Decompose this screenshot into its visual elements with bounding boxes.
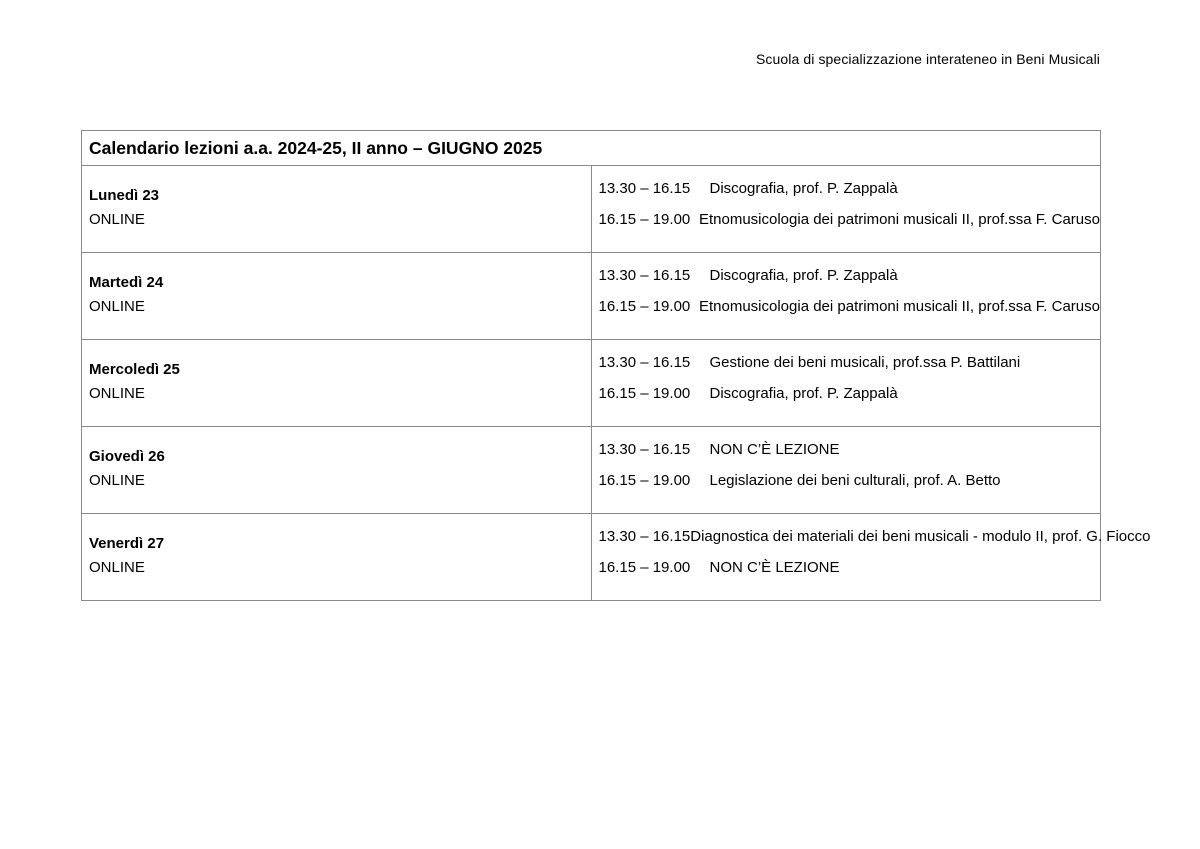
day-row: [82, 340, 1101, 427]
lesson-time: 16.15 – 19.00: [598, 211, 691, 228]
lesson-time: 16.15 – 19.00: [598, 385, 691, 402]
lesson-entry: [599, 180, 1101, 198]
lesson-entry: [599, 267, 1101, 285]
lesson-entry: [599, 385, 1101, 403]
day-name: Martedì 24: [89, 274, 164, 291]
lessons-cell: [591, 340, 1101, 427]
day-mode: ONLINE: [89, 211, 145, 228]
day-cell: [82, 253, 592, 340]
lesson-subject: Etnomusicologia dei patrimoni musicali II, prof.ssa F. Caruso: [698, 298, 1100, 315]
lesson-time: 13.30 – 16.15: [598, 180, 691, 197]
lesson-time: 16.15 – 19.00: [598, 559, 691, 576]
day-name: Lunedì 23: [89, 187, 160, 204]
lesson-entry: [599, 354, 1101, 372]
lesson-subject: Etnomusicologia dei patrimoni musicali II, prof.ssa F. Caruso: [698, 211, 1100, 228]
day-row: [82, 514, 1101, 601]
lessons-cell: [591, 514, 1151, 601]
day-row: [82, 427, 1101, 514]
lesson-subject: NON C’È LEZIONE: [709, 441, 840, 458]
lesson-subject: Discografia, prof. P. Zappalà: [709, 267, 898, 284]
lesson-entry: [599, 211, 1101, 229]
lesson-entry: [598, 528, 1151, 546]
day-name: Venerdì 27: [89, 535, 165, 552]
title-row: [82, 131, 1101, 166]
day-mode: ONLINE: [89, 472, 145, 489]
schedule-title: Calendario lezioni a.a. 2024-25, II anno – GIUGNO 2025: [82, 131, 1101, 166]
schedule-table: [81, 130, 1151, 601]
day-cell: [82, 514, 592, 601]
day-mode: ONLINE: [89, 559, 145, 576]
day-mode: ONLINE: [89, 298, 145, 315]
day-cell: [82, 427, 592, 514]
lesson-entry: [599, 472, 1101, 490]
lesson-entry: [599, 441, 1101, 459]
day-row: [82, 253, 1101, 340]
lesson-entry: [599, 559, 1101, 577]
day-cell: [82, 340, 592, 427]
lesson-time: 16.15 – 19.00: [598, 472, 691, 489]
lessons-cell: [591, 166, 1101, 253]
lesson-subject: Gestione dei beni musicali, prof.ssa P. Battilani: [709, 354, 1021, 371]
institution-header: Scuola di specializzazione interateneo in Beni Musicali: [755, 51, 1100, 67]
lesson-subject: NON C’È LEZIONE: [709, 559, 840, 576]
lessons-cell: [591, 427, 1101, 514]
lesson-subject: Legislazione dei beni culturali, prof. A. Betto: [709, 472, 1001, 489]
day-row: [82, 166, 1101, 253]
lesson-subject: Diagnostica dei materiali dei beni musicali - modulo II, prof. G. Fiocco: [690, 528, 1151, 545]
day-name: Mercoledì 25: [89, 361, 180, 378]
lessons-cell: [591, 253, 1101, 340]
lesson-entry: [599, 298, 1101, 316]
lesson-time: 13.30 – 16.15: [598, 528, 691, 545]
lesson-time: 13.30 – 16.15: [598, 441, 691, 458]
lesson-time: 13.30 – 16.15: [598, 354, 691, 371]
lesson-time: 16.15 – 19.00: [598, 298, 691, 315]
day-mode: ONLINE: [89, 385, 145, 402]
day-cell: [82, 166, 592, 253]
lesson-subject: Discografia, prof. P. Zappalà: [709, 385, 898, 402]
day-name: Giovedì 26: [89, 448, 165, 465]
lesson-subject: Discografia, prof. P. Zappalà: [709, 180, 898, 197]
lesson-time: 13.30 – 16.15: [598, 267, 691, 284]
